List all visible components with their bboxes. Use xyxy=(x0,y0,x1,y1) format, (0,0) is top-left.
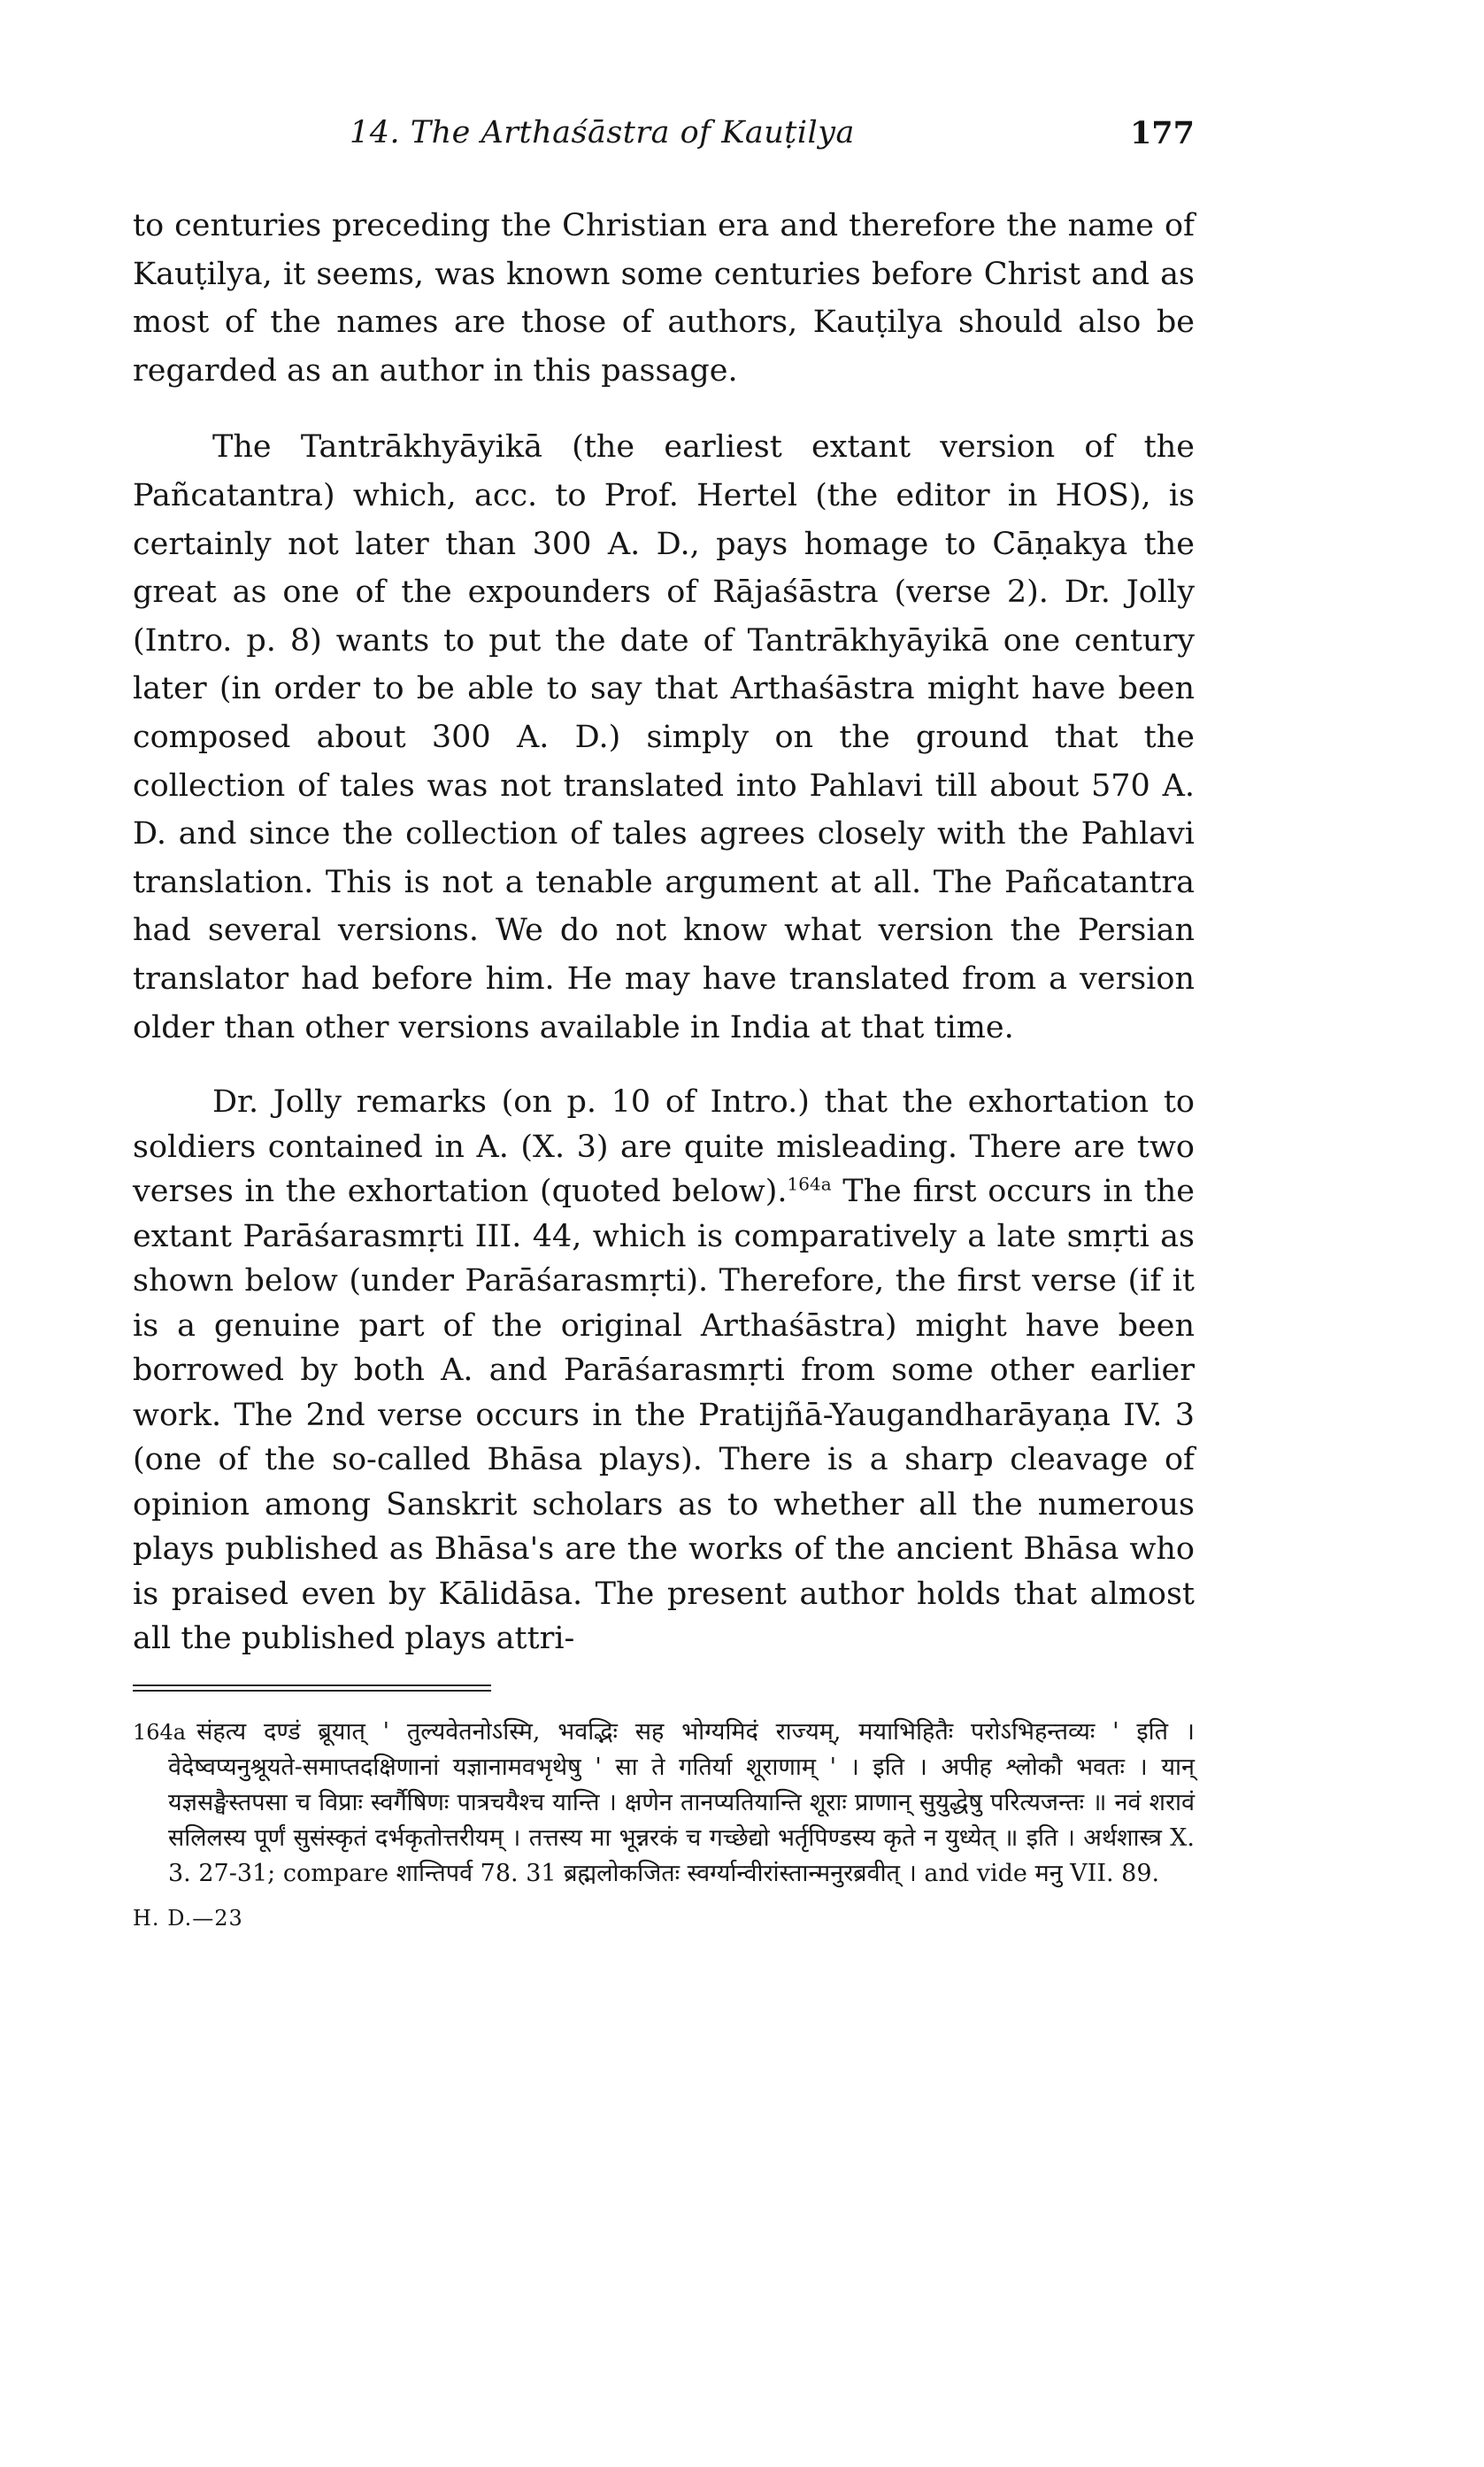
footnote-marker: 164a xyxy=(133,1719,187,1745)
page-number: 177 xyxy=(1129,115,1195,151)
running-title: 14. The Arthaśāstra of Kauṭilya xyxy=(350,115,855,150)
page xyxy=(133,115,1195,1931)
paragraph-tantrakhyayika: The Tantrākhyāyikā (the earliest extant version of the Pañcatantra) which, acc. to Prof. Hertel (the editor in HOS), is certainly not later than 300 A. D., pays homage to Cāṇakya the great as one of the expounders of Rājaśāstra (verse 2). Dr. Jolly (Intro. p. 8) wants to put the date of Tantrākhyāyikā one century later (in order to be able to say that Arthaśāstra might have been composed about 300 A. D.) simply on the ground that the collection of tales was not translated into Pahlavi till about 570 A. D. and since the collection of tales agrees closely with the Pahlavi translation. This is not a tenable argument at all. The Pañcatantra had several versions. We do not know what version the Persian translator had before him. He may have translated from a version older than other versions available in India at that time. xyxy=(133,429,1195,1045)
footnote-rule-second xyxy=(133,1690,491,1692)
running-head xyxy=(133,115,1195,168)
footnote xyxy=(133,1715,1195,1892)
paragraph-text-end: The first occurs in the extant Parāśarasmṛti III. 44, which is comparatively a late smṛti as shown below (under Parāśarasmṛti). Therefore, the first verse (if it is a genuine part of the original Arthaśāstra) might have been borrowed by both A. and Parāśarasmṛti from some other earlier work. The 2nd verse occurs in the Pratijñā-Yaugandharāyaṇa IV. 3 (one of the so-called Bhāsa plays). There is a sharp cleavage of opinion among Sanskrit scholars as to whether all the numerous plays published as Bhāsa's are the works of the ancient Bhāsa who is praised even by Kālidāsa. The present author holds that almost all the published plays attri- xyxy=(133,1174,1195,1657)
paragraph-continuation: to centuries preceding the Christian era and therefore the name of Kauṭilya, it seems, was known some centuries before Christ and as most of the names are those of authors, Kauṭilya should also be regarded as an author in this passage. xyxy=(133,208,1195,389)
signature-mark: H. D.—23 xyxy=(133,1905,243,1931)
body-text xyxy=(133,202,1195,1661)
footnote-rule xyxy=(133,1684,491,1686)
paragraph-text-start: Dr. Jolly remarks (on p. 10 of Intro.) that the exhortation to soldiers contained in A. (X. 3) are quite misleading. There are two verses in the exhortation (quoted below). xyxy=(133,1084,1195,1210)
paragraph-jolly-exhortation xyxy=(133,1080,1195,1661)
footnote-text: संहत्य दण्डं ब्रूयात् ' तुल्यवेतनोऽस्मि, भवद्भिः सह भोग्यमिदं राज्यम्, मयाभिहितैः परोऽभिहन्तव्यः ' इति । वेदेष्वप्यनुश्रूयते-समाप्तदक्षिणानां यज्ञानामवभृथेषु ' सा ते गतिर्या शूराणाम् ' । इति । अपीह श्लोकौ भवतः । यान् यज्ञसङ्घैस्तपसा च विप्राः स्वर्गैषिणः पात्रचयैश्च यान्ति । क्षणेन तानप्यतियान्ति शूराः प्राणान् सुयुद्धेषु परित्यजन्तः ॥ नवं शरावं सलिलस्य पूर्णं सुसंस्कृतं दर्भकृतोत्तरीयम् । तत्तस्य मा भून्नरकं च गच्छेद्यो भर्तृपिण्डस्य कृते न युध्येत् ॥ इति । अर्थशास्त्र X. 3. 27-31; compare शान्तिपर्व 78. 31 ब्रह्मलोकजितः स्वर्ग्यान्वीरांस्तान्मनुरब्रवीत् । and vide मनु VII. 89. xyxy=(168,1717,1195,1887)
footnote-reference: 164a xyxy=(787,1173,832,1195)
